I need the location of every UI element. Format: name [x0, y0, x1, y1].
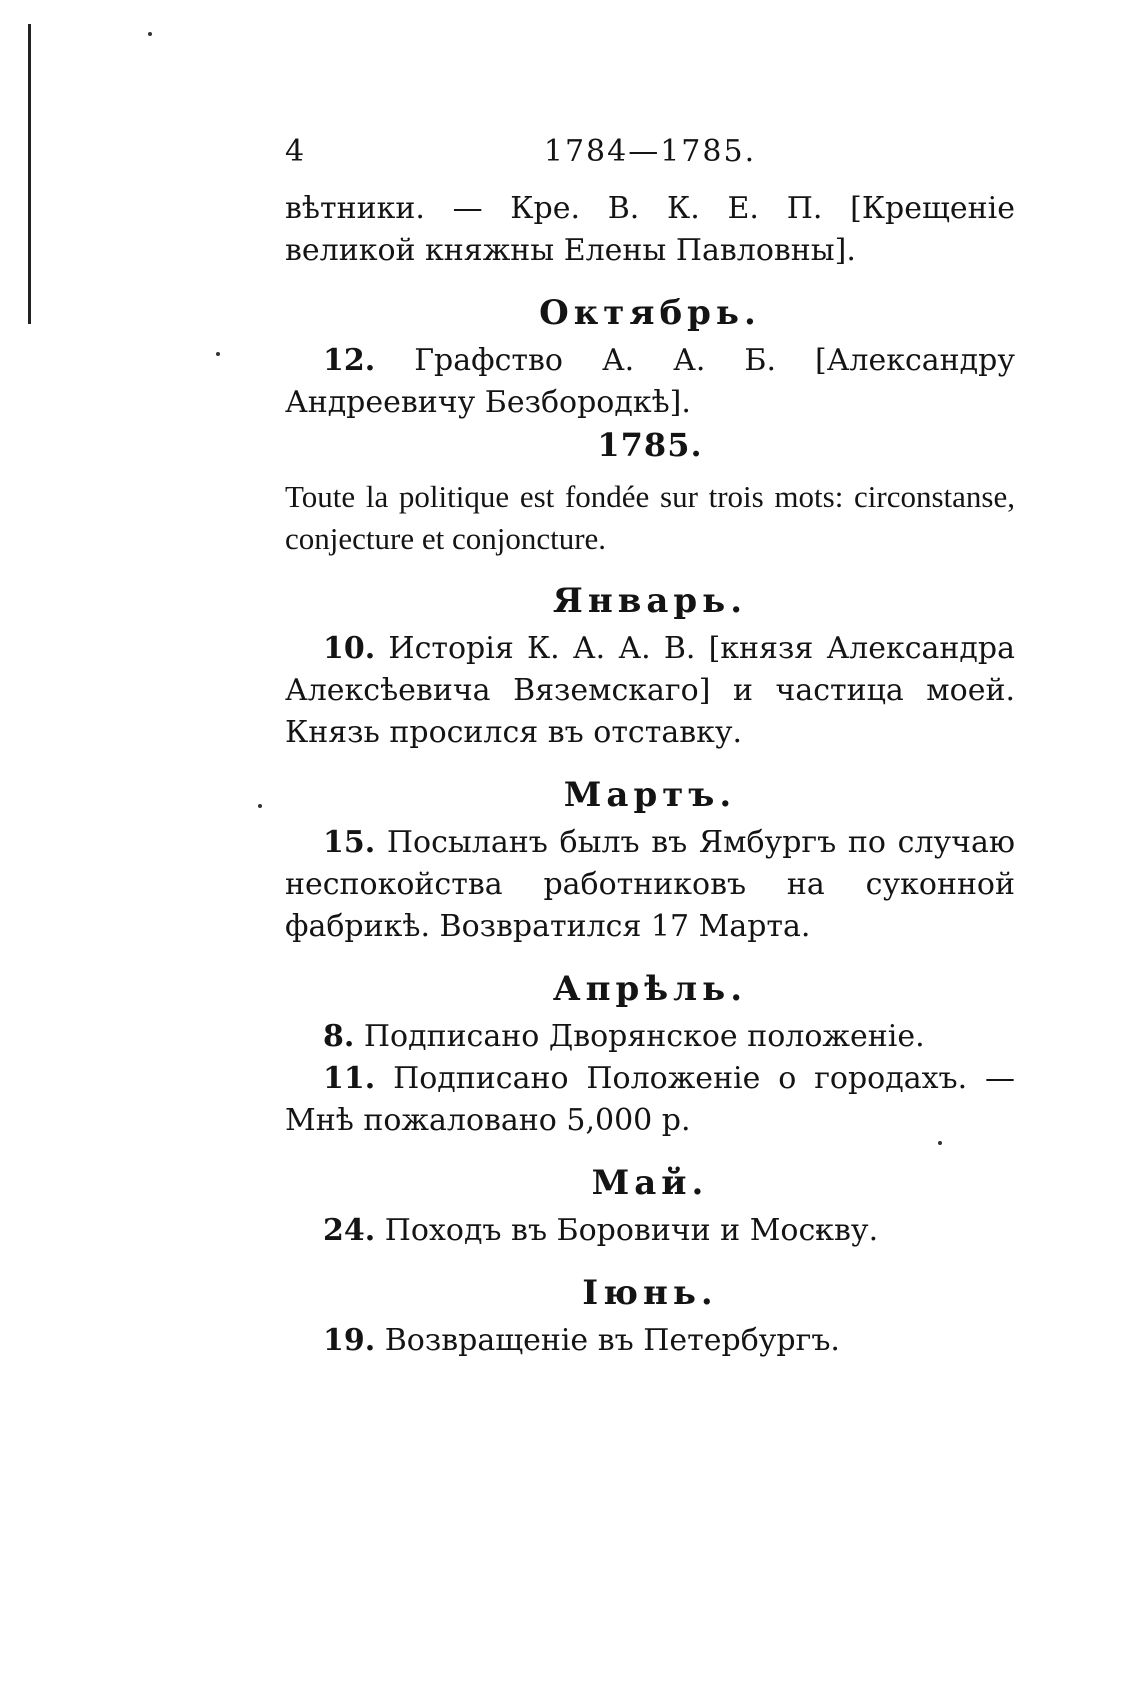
month-heading-january: Январь.: [552, 581, 748, 621]
print-speck: [148, 32, 152, 36]
diary-entry-may-24: [285, 1210, 1015, 1252]
continuation-paragraph: вѣтники. — Кре. В. К. Е. П. [Крещеніе великой княжны Елены Павловны].: [285, 191, 1015, 268]
entry-day: 12.: [323, 343, 376, 378]
entry-text: Посыланъ былъ въ Ямбургъ по случаю неспокойства работниковъ на суконной фабрикѣ. Возвратился 17 Марта.: [285, 825, 1015, 944]
french-quote: Toute la politique est fondée sur trois mots: circonstanse, conjecture et conjoncture.: [285, 479, 1015, 556]
diary-entry-jun-19: [285, 1320, 1015, 1362]
print-speck: [258, 804, 262, 808]
entry-text: Подписано Дворянское положеніе.: [363, 1019, 925, 1054]
month-heading-march: Мартъ.: [563, 775, 737, 815]
entry-text: Исторія К. А. А. В. [князя Александра Алексѣевича Вяземскаго] и частица моей. Князь просился въ отставку.: [285, 631, 1015, 750]
year-heading-1785: 1785.: [597, 426, 703, 464]
diary-entry-oct-12: [285, 340, 1015, 424]
entry-day: 19.: [323, 1323, 376, 1358]
page-edge-line: [28, 24, 31, 324]
entry-day: 15.: [323, 825, 376, 860]
diary-entry-jan-10: [285, 628, 1015, 754]
diary-entry-mar-15: [285, 822, 1015, 948]
month-heading-october: Октябрь.: [539, 293, 761, 333]
diary-entry-apr-11: [285, 1058, 1015, 1142]
entry-day: 8.: [323, 1019, 355, 1054]
entry-day: 10.: [323, 631, 376, 666]
page-number: 4: [285, 134, 305, 169]
entry-text: Подписано Положеніе о городахъ. — Мнѣ пожаловано 5,000 р.: [285, 1061, 1015, 1138]
entry-text: Возвращеніе въ Петербургъ.: [384, 1323, 840, 1358]
entry-text: Графство А. А. Б. [Александру Андреевичу Безбородкѣ].: [285, 343, 1015, 420]
month-heading-april: Апрѣль.: [552, 969, 748, 1009]
entry-day: 11.: [323, 1061, 376, 1096]
print-speck: [216, 352, 220, 356]
month-heading-may: Май.: [591, 1163, 709, 1203]
entry-day: 24.: [323, 1213, 376, 1248]
running-header: [285, 128, 1015, 180]
header-years: 1784—1785.: [543, 134, 757, 169]
month-heading-june: Іюнь.: [582, 1273, 718, 1313]
diary-entry-apr-8: [285, 1016, 1015, 1058]
entry-text: Походъ въ Боровичи и Москву.: [384, 1213, 879, 1248]
book-page: [285, 128, 1015, 1362]
